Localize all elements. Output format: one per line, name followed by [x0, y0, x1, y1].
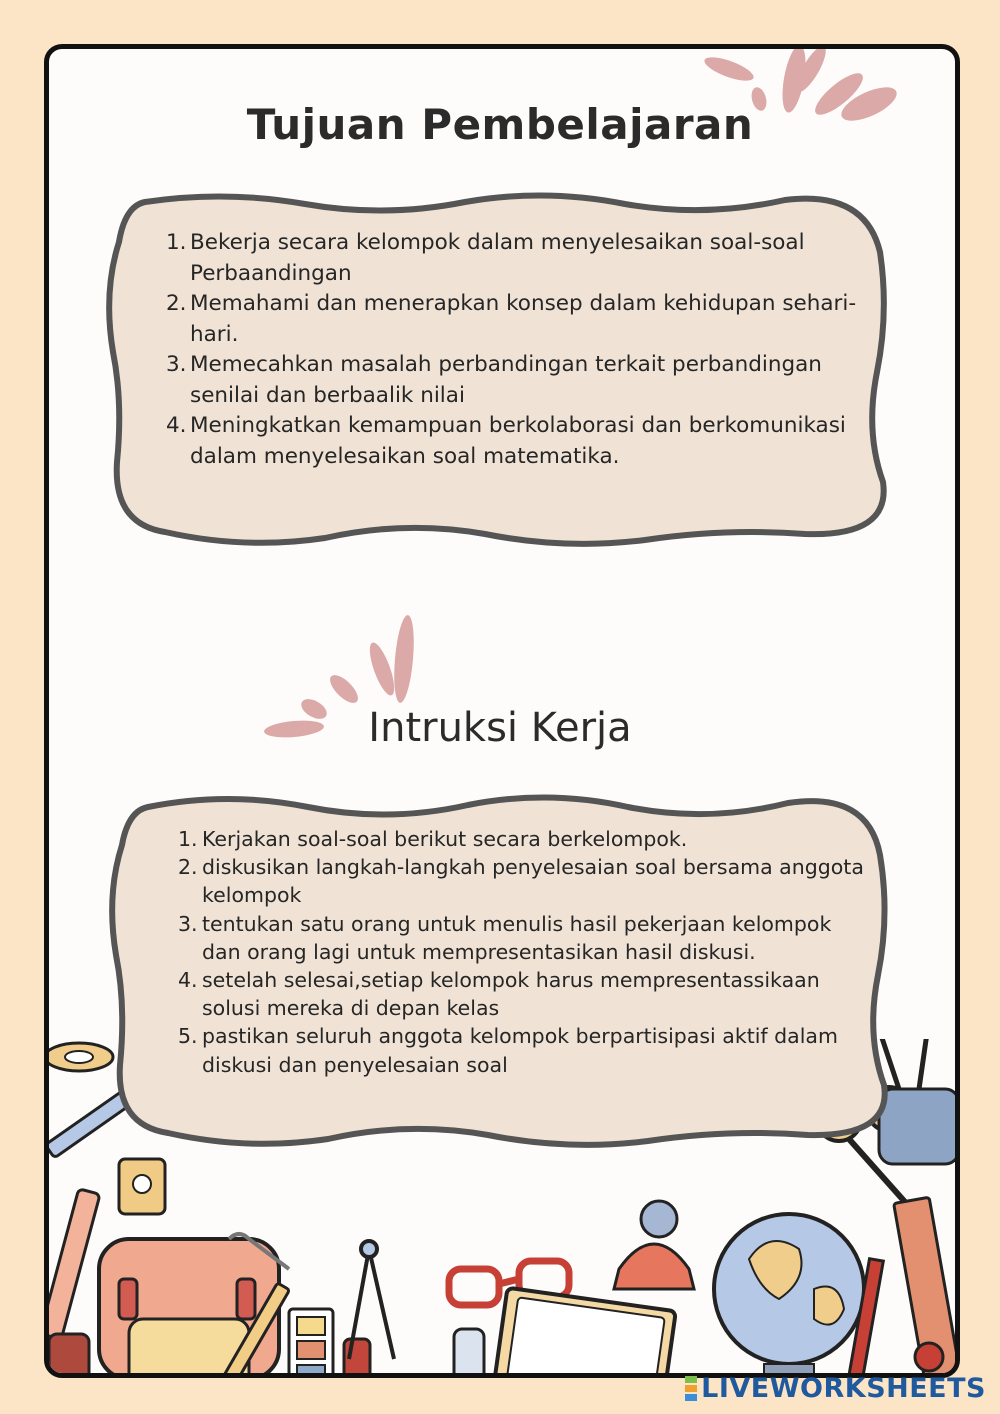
bell-icon [614, 1201, 694, 1289]
list-item: 4. setelah selesai,setiap kelompok harus mempresentassikaan solusi mereka di depan kelas [178, 968, 820, 1021]
apple-icon [915, 1343, 943, 1371]
glue-tube-icon [454, 1329, 484, 1373]
tape-icon [49, 1043, 113, 1071]
liveworksheets-watermark[interactable]: LIVEWORKSHEETS [685, 1373, 986, 1404]
globe-icon [714, 1214, 864, 1373]
liveworksheets-logo-icon [685, 1375, 697, 1402]
instructions-title: Intruksi Kerja [368, 705, 632, 751]
list-item: 3. Memecahkan masalah perbandingan terkait perbandingan senilai dan berbaalik nilai [166, 352, 822, 408]
cutter-icon [49, 1189, 100, 1340]
paint-palette-icon [289, 1309, 333, 1373]
open-book-icon [492, 1288, 676, 1373]
list-item: 3. tentukan satu orang untuk menulis hasil pekerjaan kelompok dan orang lagi untuk mempresentasikan hasil diskusi. [178, 911, 832, 964]
list-item: 2. Memahami dan menerapkan konsep dalam kehidupan sehari-hari. [166, 291, 857, 347]
list-item: 5. pastikan seluruh anggota kelompok berpartisipasi aktif dalam diskusi dan penyelesaian soal [178, 1024, 838, 1077]
objectives-title: Tujuan Pembelajaran [246, 100, 754, 149]
sharpener-icon [119, 1159, 165, 1214]
objectives-list [166, 228, 866, 472]
list-item: 1. Kerjakan soal-soal berikut secara berkelompok. [178, 827, 688, 851]
list-item: 4. Meningkatkan kemampuan berkolaborasi dan berkomunikasi dalam menyelesaikan soal matematika. [166, 413, 846, 469]
ink-bottle-icon [49, 1334, 89, 1373]
instructions-list [178, 825, 868, 1079]
list-item: 2. diskusikan langkah-langkah penyelesaian soal bersama anggota kelompok [178, 855, 864, 908]
list-item: 1. Bekerja secara kelompok dalam menyelesaikan soal-soal Perbaandingan [166, 230, 805, 286]
